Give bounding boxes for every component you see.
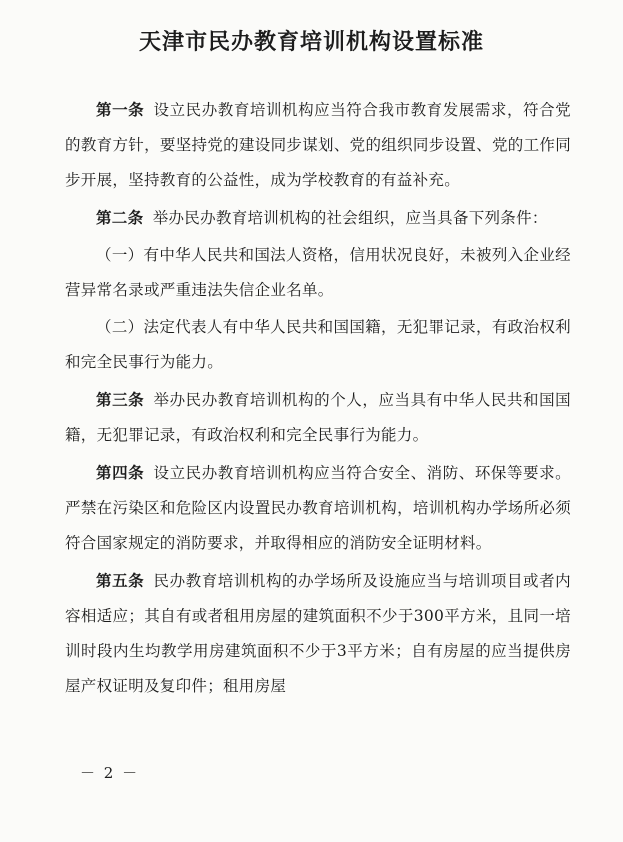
article-label: 第三条 (96, 390, 145, 409)
article-label: 第一条 (96, 100, 145, 119)
paragraph-text: 设立民办教育培训机构应当符合我市教育发展需求，符合党的教育方针，要坚持党的建设同步谋划、党的组织同步设置、党的工作同步开展，坚持教育的公益性，成为学校教育的有益补充。 (65, 101, 571, 189)
paragraph-article-4 (65, 455, 571, 561)
article-label: 第二条 (96, 208, 144, 227)
paragraph-text: 设立民办教育培训机构应当符合安全、消防、环保等要求。严禁在污染区和危险区内设置民办教育培训机构，培训机构办学场所必须符合国家规定的消防要求，并取得相应的消防安全证明材料。 (65, 464, 571, 552)
paragraph-text: 举办民办教育培训机构的个人，应当具有中华人民共和国国籍，无犯罪记录，有政治权利和完全民事行为能力。 (65, 391, 571, 444)
paragraph-item-1 (65, 238, 571, 308)
paragraph-article-3 (65, 382, 571, 453)
document-body (65, 92, 571, 704)
article-label: 第四条 (96, 463, 145, 482)
document-title: 天津市民办教育培训机构设置标准 (138, 29, 484, 55)
paragraph-text: 民办教育培训机构的办学场所及设施应当与培训项目或者内容相适应；其自有或者租用房屋的建筑面积不少于300平方米，且同一培训时段内生均教学用房建筑面积不少于3平方米；自有房屋的应当提供房屋产权证明及复印件；租用房屋 (65, 572, 571, 695)
paragraph-text: 举办民办教育培训机构的社会组织，应当具备下列条件： (152, 209, 548, 227)
paragraph-text: （二）法定代表人有中华人民共和国国籍，无犯罪记录，有政治权利和完全民事行为能力。 (65, 318, 571, 371)
article-label: 第五条 (96, 571, 145, 590)
page-number: － 2 － (80, 764, 140, 782)
paragraph-text: （一）有中华人民共和国法人资格，信用状况良好，未被列入企业经营异常名录或严重违法失信企业名单。 (65, 246, 571, 299)
paragraph-article-1 (65, 92, 571, 198)
paragraph-item-2 (65, 310, 571, 380)
paragraph-article-2 (65, 200, 571, 236)
paragraph-article-5 (65, 563, 571, 704)
